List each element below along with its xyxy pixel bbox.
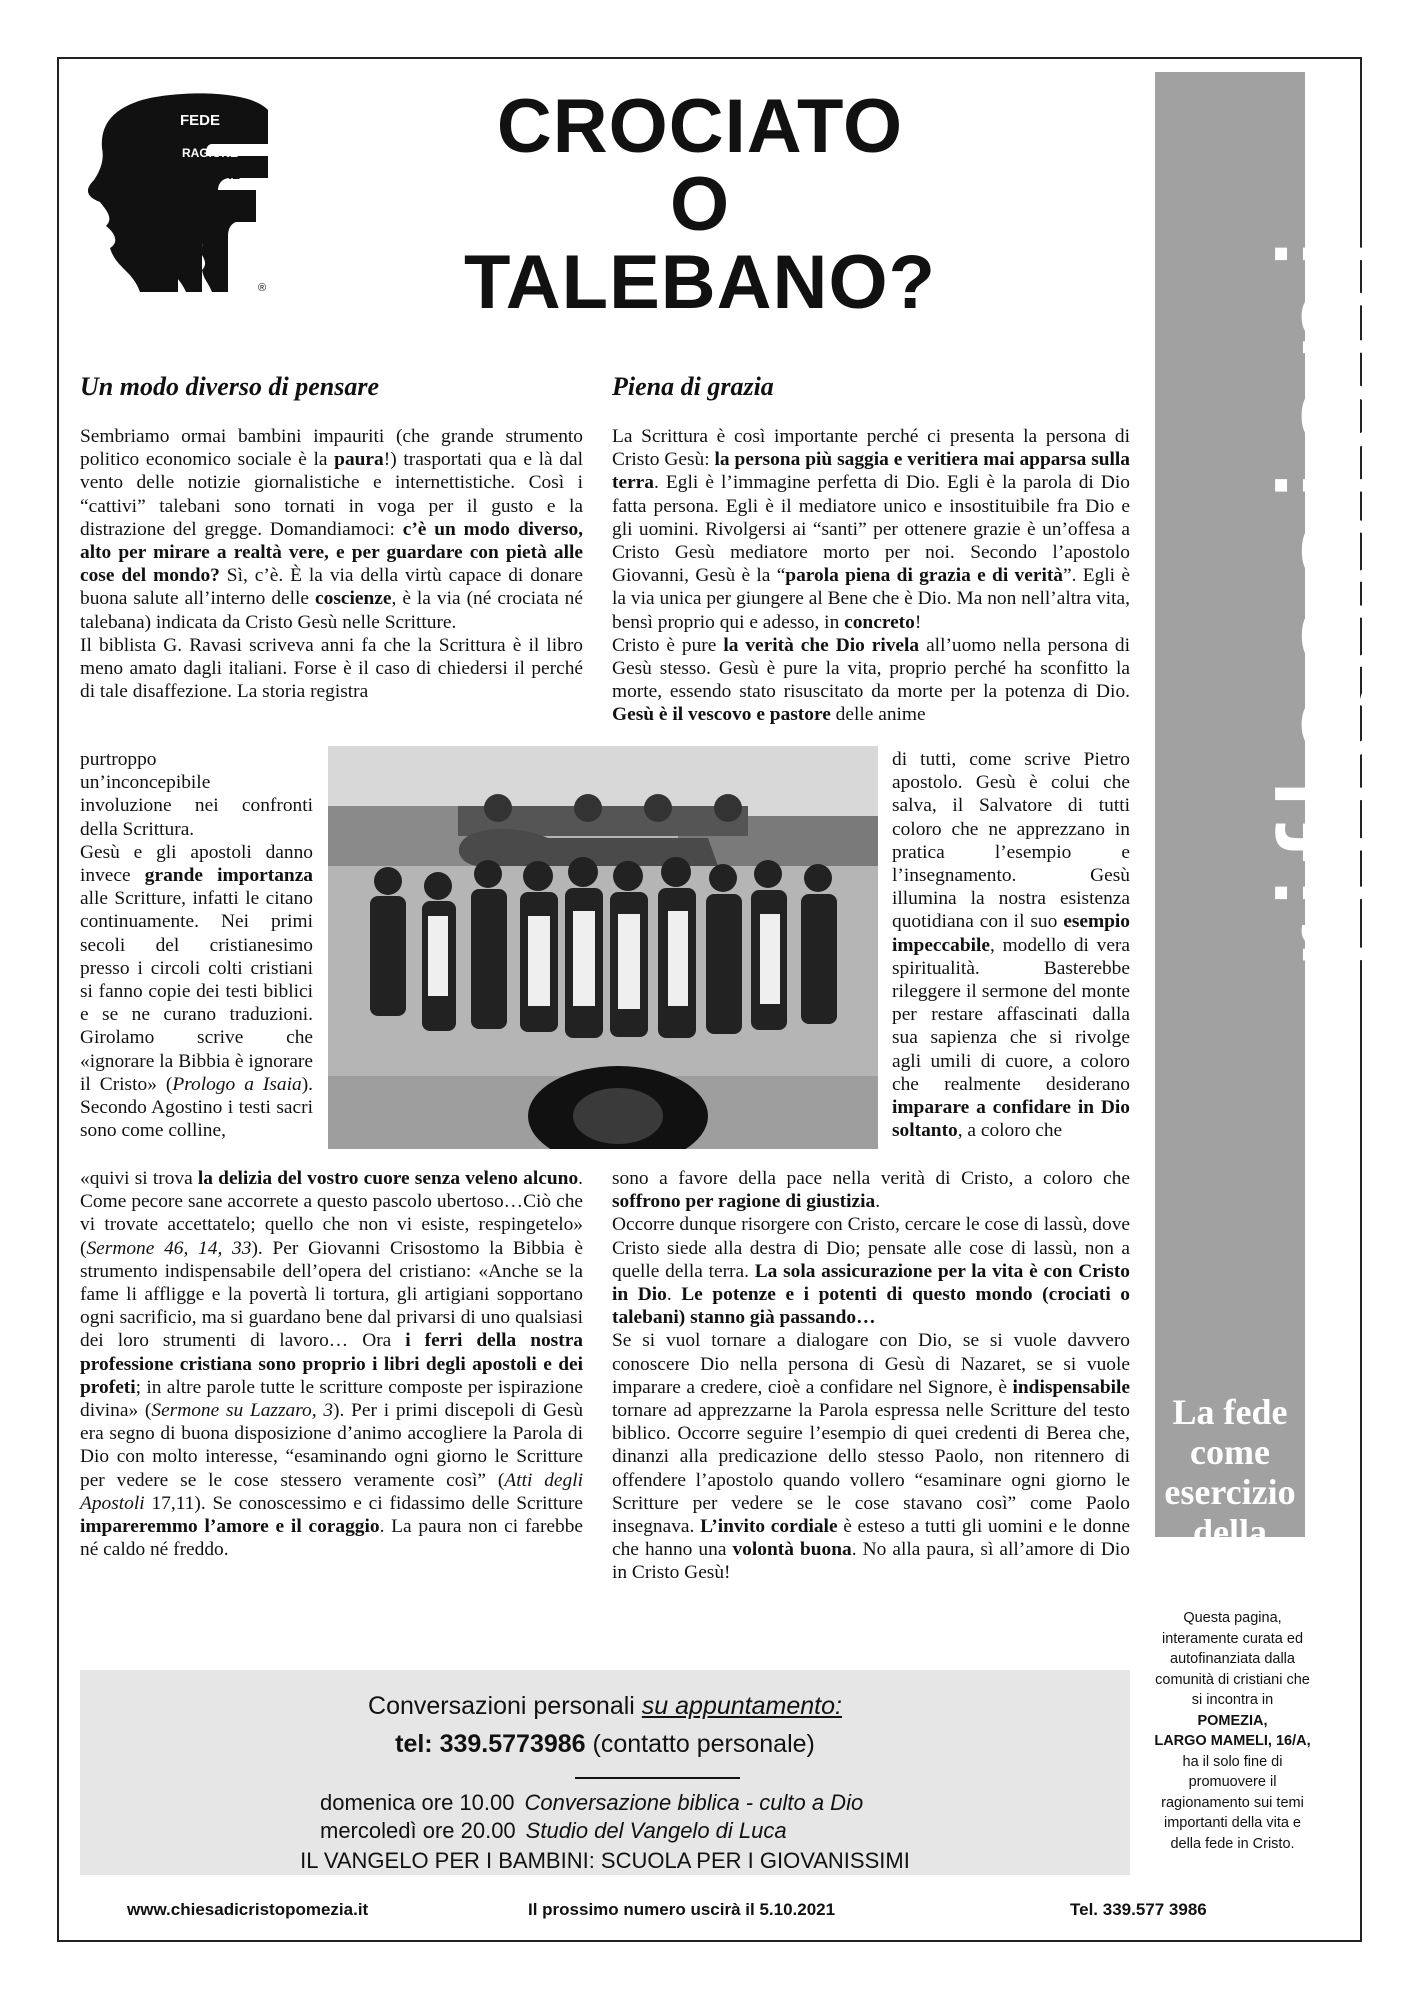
footer-phone[interactable]: Tel. 339.577 3986 (1070, 1900, 1207, 1919)
phone-line (80, 1730, 1130, 1759)
right-column-narrow: di tutti, come scrive Pietro apostolo. Gesù è colui che salva, il Salvatore di tutti coloro che ne apprezzano in pratica l’esempio e l’insegnamento. Gesù illumina la nostra esistenza quotidiana con il suo esempio impeccabile, modello di vera spiritualità. Basterebbe rileggere il sermone del monte per restare affascinati dalla sua sapienza che si rivolge agli umili di cuore, a coloro che realmente desiderano imparare a confidare in Dio soltanto, a coloro che (892, 749, 1130, 1142)
right-column-bottom: sono a favore della pace nella verità di Cristo, a coloro che soffrono per ragione di giustizia. Occorre dunque risorgere con Cristo, cercare le cose di lassù, dove Cristo siede alla destra di Dio; pensate alle cose di lassù, non a quelle della terra. La sola assicurazione per la vita è con Cristo in Dio. Le potenze e i potenti di questo mondo (crociati o talebani) stanno già passando… Se si vuol tornare a dialogare con Dio, se si vuole davvero conoscere Dio nella persona di Gesù di Nazaret, se si vuole imparare a credere, cioè a confidare nel Signore, è indispensabile tornare ad apprezzarne la Parola espressa nelle Scritture del testo biblico. Occorre seguire l’esempio di quei credenti di Berea che, dinanzi alla predicazione dello stesso Paolo, non ritennero di offendere l’apostolo quando vollero “esaminare ogni giorno le Scritture per vedere se le cose stavano così” come Paolo insegnava. L’invito cordiale è esteso a tutti gli uomini e le donne che hanno una volontà buona. No alla paura, sì all’amore di Dio in Cristo Gesù! (612, 1168, 1130, 1584)
right-column-top: La Scrittura è così importante perché ci presenta la persona di Cristo Gesù: la persona più saggia e veritiera mai apparsa sulla terra. Egli è l’immagine perfetta di Dio. Egli è la parola di Dio fatta persona. Egli è il mediatore unico e insostituibile fra Dio e gli uomini. Rivolgersi ai “santi” per ottenere grazie è un’offesa a Cristo Gesù mediatore morto per noi. Secondo l’apostolo Giovanni, Gesù è la “parola piena di grazia e di verità”. Egli è la via unica per giungere al Bene che è Dio. Ma non nell’altra vita, bensì proprio qui e adesso, in concreto! Cristo è pure la verità che Dio rivela all’uomo nella persona di Gesù stesso. Gesù è pure la vita, proprio perché ha sconfitto la morte, essendo stato risuscitato da morte per la potenza di Dio. Gesù è il vescovo e pastore delle anime (612, 426, 1131, 726)
schedule-item (320, 1790, 863, 1816)
right-section-heading: Piena di grazia (612, 372, 774, 401)
logo-word-1: FEDE (179, 112, 221, 129)
tagline-line: mente (1183, 1552, 1277, 1592)
logo-word-2: RAGIONE (181, 146, 239, 160)
schedule-when: mercoledì ore 20.00 (320, 1818, 516, 1843)
tagline-line: La fede (1172, 1392, 1288, 1432)
registered-mark: ® (258, 282, 267, 294)
appointment-emphasis: su appuntamento: (641, 1692, 842, 1720)
tagline-line: della (1192, 1512, 1267, 1552)
footer-next-issue: Il prossimo numero uscirà il 5.10.2021 (528, 1900, 836, 1919)
logo-word-4: FEDE (220, 202, 248, 213)
schedule-item (320, 1818, 787, 1844)
title-line-2: O (669, 162, 731, 247)
kids-school-line: IL VANGELO PER I BAMBINI: SCUOLA PER I GIOVANISSIMI (300, 1848, 910, 1873)
sidebar-vertical-title: riflessioni (1250, 224, 1409, 970)
title-line-1: CROCIATO (496, 84, 904, 169)
phone-number[interactable]: tel: 339.5773986 (395, 1730, 586, 1758)
contact-box (80, 1670, 1130, 1875)
news-photo (328, 746, 878, 1149)
publisher-note (1150, 1608, 1315, 1854)
title-line-3: TALEBANO? (464, 240, 936, 325)
left-column-bottom: «quivi si trova la delizia del vostro cuore senza veleno alcuno. Come pecore sane accorrete a questo pascolo ubertoso…Ciò che vi trovate accettatelo; quello che non vi esiste, respingetelo» (Sermone 46, 14, 33). Per Giovanni Crisostomo la Bibbia è strumento indispensabile dell’opera del cristiano: «Anche se la fame li affligge e la povertà li tortura, gli artigiani sopportano ogni sacrificio, ma si guardano bene dal privarsi di uno qualsiasi dei loro strumenti di lavoro… Ora i ferri della nostra professione cristiana sono proprio i libri degli apostoli e dei profeti; in altre parole tutte le scritture composte per ispirazione divina» (Sermone su Lazzaro, 3). Per i primi discepoli di Gesù era segno di buona disposizione d’animo accogliere la Parola di Dio con molto interesse, “esaminando ogni giorno le Scritture per vedere se le cose stessero veramente così” (Atti degli Apostoli 17,11). Se conoscessimo e ci fidassimo delle Scritture impareremmo l’amore e il coraggio. La paura non ci farebbe né caldo né freddo. (80, 1168, 584, 1561)
left-section-heading: Un modo diverso di pensare (80, 372, 379, 401)
logo (80, 92, 280, 302)
sidebar-tagline (1155, 1392, 1305, 1592)
schedule-what: Studio del Vangelo di Luca (525, 1818, 787, 1843)
sidebar-banner (1155, 72, 1409, 1592)
publisher-note-text: Questa pagina, interamente curata ed autofinanziata dalla comunità di cristiani che si incontra in (1155, 1610, 1310, 1708)
page-title (400, 84, 1000, 325)
footer-website[interactable]: www.chiesadicristopomezia.it (127, 1900, 369, 1919)
publisher-place-city: POMEZIA, (1197, 1712, 1268, 1729)
divider (575, 1777, 740, 1779)
appointment-line (80, 1692, 1130, 1721)
photo-icon (328, 746, 878, 1149)
logo-heads-icon (80, 92, 280, 302)
publisher-place-address: LARGO MAMELI, 16/A, (1154, 1733, 1311, 1749)
schedule-when: domenica ore 10.00 (320, 1790, 515, 1815)
appointment-label: Conversazioni personali (368, 1692, 642, 1720)
left-column-top: Sembriamo ormai bambini impauriti (che grande strumento politico economico sociale è la paura!) trasportati qua e là dal vento delle notizie giornalistiche e internettistiche. Così i “cattivi” talebani sono tornati in voga per il gusto e la distrazione del gregge. Domandiamoci: c’è un modo diverso, alto per mirare a realtà vere, e per guardare con pietà alle cose del mondo? Sì, c’è. È la via della virtù capace di donare buona salute all’interno delle coscienze, è la via (né crociata né talebana) indicata da Cristo Gesù nelle Scritture. Il biblista G. Ravasi scriveva anni fa che la Scrittura è il libro meno amato dagli italiani. Forse è il caso di chiedersi il perché di tale disaffezione. La storia registra (80, 426, 584, 703)
left-column-narrow: purtroppo un’inconcepibile involuzione nei confronti della Scrittura. Gesù e gli apostoli danno invece grande importanza alle Scritture, infatti le citano continuamente. Nei primi secoli del cristianesimo presso i circoli colti cristiani si fanno copie dei testi biblici e se ne curano traduzioni. Girolamo scrive che «ignorare la Bibbia è ignorare il Cristo» (Prologo a Isaia). Secondo Agostino i testi sacri sono come colline, (80, 749, 314, 1142)
publisher-note-text-2: ha il solo fine di promuovere il ragionamento sui temi importanti della vita e della fede in Cristo. (1161, 1753, 1304, 1852)
logo-word-3: RAGIONE (183, 168, 241, 182)
tagline-line: esercizio (1164, 1472, 1296, 1512)
schedule-what: Conversazione biblica - culto a Dio (524, 1790, 864, 1815)
phone-note: (contatto personale) (585, 1730, 815, 1758)
tagline-line: come (1190, 1432, 1270, 1472)
